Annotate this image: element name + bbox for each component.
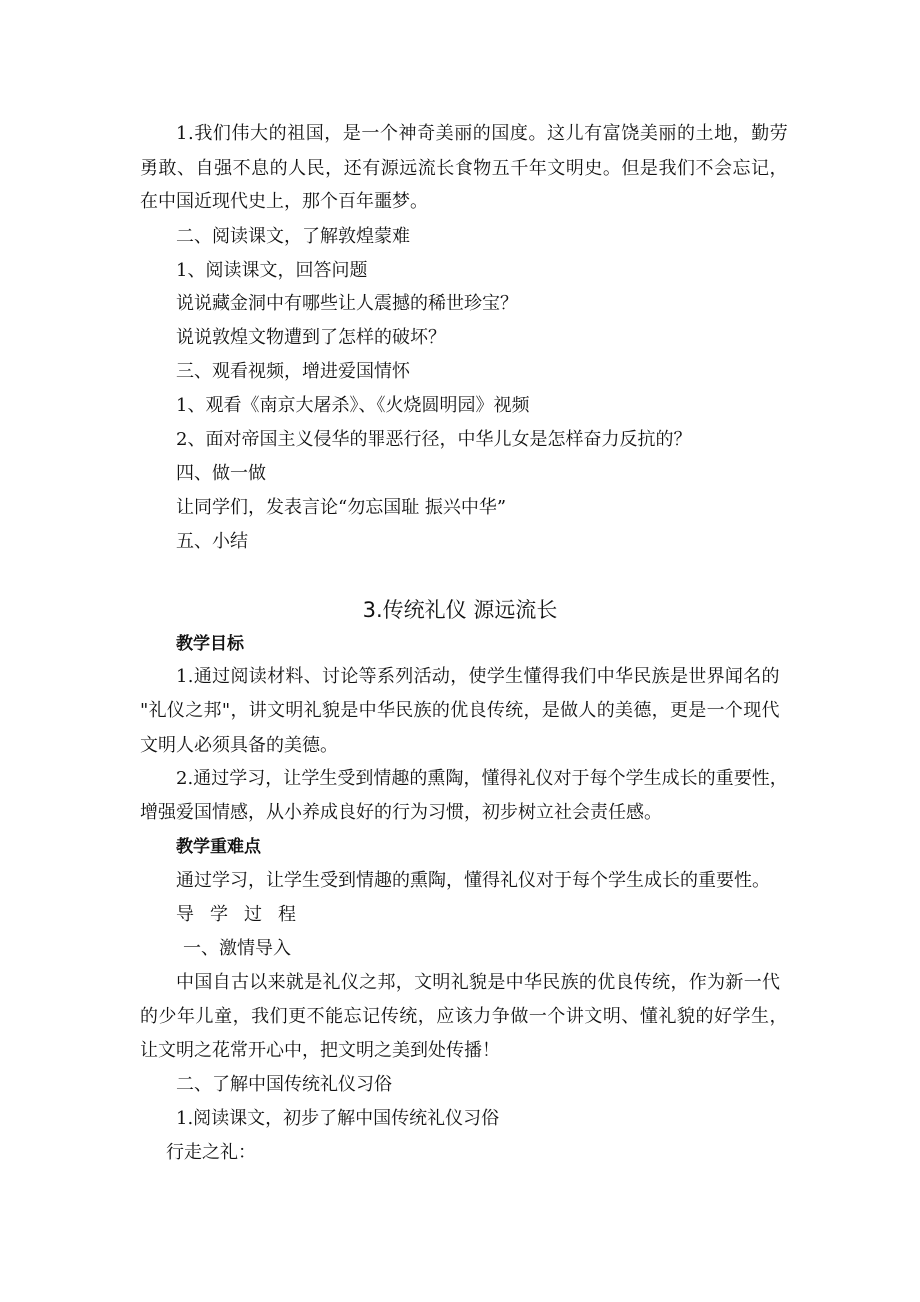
text-char: ， xyxy=(417,1006,436,1027)
text-char: 会 xyxy=(713,158,732,179)
text-char: 饶 xyxy=(621,123,640,144)
text-char: " xyxy=(221,700,231,721)
text-char: 要 xyxy=(733,768,752,789)
text-char: 1 xyxy=(176,666,188,687)
text-char: 华 xyxy=(376,700,395,721)
text-char: ， xyxy=(769,1006,788,1027)
paragraph-line xyxy=(176,123,788,145)
text-char: 来 xyxy=(267,972,286,993)
text-char: ， xyxy=(769,158,788,179)
text-char: 材 xyxy=(267,666,286,687)
text-char: " xyxy=(140,700,149,721)
text-char: 我 xyxy=(560,666,579,687)
text-char: 现 xyxy=(743,700,762,721)
text-char: 奇 xyxy=(417,123,436,144)
paragraph-line xyxy=(176,972,780,994)
text-char: 。 xyxy=(528,123,547,144)
text-char: 美 xyxy=(435,123,454,144)
text-char: 的 xyxy=(268,123,287,144)
section-heading: 五、小结 xyxy=(176,531,248,552)
text-char: 能 xyxy=(325,1006,344,1027)
paragraph-line: 让同学们，发表言论“勿忘国耻 振兴中华” xyxy=(176,497,507,518)
text-char: 文 xyxy=(414,972,433,993)
text-char: 我 xyxy=(194,123,213,144)
text-char: 礼 xyxy=(322,972,341,993)
text-char: 大 xyxy=(250,123,268,144)
text-char: 学 xyxy=(301,768,320,789)
section-heading: 一、激情导入 xyxy=(183,938,291,959)
text-char: 物 xyxy=(473,158,492,179)
text-char: 生 xyxy=(319,768,338,789)
text-char: 到 xyxy=(355,768,374,789)
section-heading: 二、阅读课文，了解敦煌蒙难 xyxy=(176,226,410,247)
text-char: 学 xyxy=(229,768,248,789)
section-heading: 三、观看视频，增进爱国情怀 xyxy=(176,361,410,382)
text-char: 讨 xyxy=(322,666,340,687)
text-char: 们 xyxy=(578,666,597,687)
text-char: 传 xyxy=(633,972,652,993)
text-char: 界 xyxy=(706,666,725,687)
text-char: 伟 xyxy=(231,123,250,144)
text-char: 。 xyxy=(602,158,621,179)
text-char: 明 xyxy=(432,972,451,993)
text-char: 德 xyxy=(633,700,652,721)
text-char: 良 xyxy=(615,972,634,993)
text-char: 该 xyxy=(454,1006,473,1027)
text-char: 但 xyxy=(621,158,640,179)
text-char: 礼 xyxy=(517,768,536,789)
text-char: 使 xyxy=(468,666,487,687)
text-char: 陶 xyxy=(445,768,464,789)
text-char: 千 xyxy=(510,158,529,179)
text-char: 、 xyxy=(177,158,196,179)
text-char: 流 xyxy=(417,158,436,179)
text-char: 阅 xyxy=(230,666,249,687)
text-char: 的 xyxy=(578,972,597,993)
text-char: 的 xyxy=(269,158,288,179)
text-char: 我 xyxy=(658,158,677,179)
text-char: 息 xyxy=(251,158,270,179)
text-char: 文 xyxy=(547,158,566,179)
text-char: 对 xyxy=(553,768,572,789)
text-char: 忘 xyxy=(732,158,751,179)
text-char: ， xyxy=(523,700,542,721)
text-char: 更 xyxy=(288,1006,307,1027)
text-char: 熏 xyxy=(427,768,446,789)
text-char: 讲 xyxy=(248,700,267,721)
text-char: 争 xyxy=(491,1006,510,1027)
text-char: 长 xyxy=(679,768,698,789)
text-char: ， xyxy=(324,123,343,144)
text-char: 性 xyxy=(751,768,770,789)
text-char: 过 xyxy=(212,666,231,687)
text-char: 的 xyxy=(140,1006,158,1027)
text-char: 年 xyxy=(528,158,547,179)
text-char: 仪 xyxy=(340,972,359,993)
text-char: 是 xyxy=(669,666,688,687)
section-heading: 四、做一做 xyxy=(176,463,266,484)
text-char: 生 xyxy=(751,1006,770,1027)
paragraph-line: 1、观看《南京大屠杀》、《火烧圆明园》视频 xyxy=(176,395,530,416)
text-char: ， xyxy=(769,768,788,789)
text-char: 民 xyxy=(395,700,414,721)
text-char: 自 xyxy=(195,158,214,179)
text-char: 文 xyxy=(267,700,286,721)
text-char: 个 xyxy=(607,768,626,789)
text-char: 有 xyxy=(362,158,381,179)
text-char: 讲 xyxy=(565,1006,584,1027)
text-char: 儿 xyxy=(195,1006,214,1027)
text-char: 们 xyxy=(269,1006,288,1027)
text-char: 系 xyxy=(376,666,395,687)
text-char: 五 xyxy=(491,158,510,179)
text-char: 中 xyxy=(176,972,194,993)
text-char: 个 xyxy=(379,123,398,144)
text-char: 礼 xyxy=(658,1006,677,1027)
text-char: 读 xyxy=(248,666,267,687)
text-char: 强 xyxy=(214,158,233,179)
text-char: 让 xyxy=(283,768,302,789)
text-char: 不 xyxy=(695,158,714,179)
text-char: 族 xyxy=(413,700,432,721)
text-char: 不 xyxy=(306,1006,325,1027)
text-char: 是 xyxy=(688,700,707,721)
text-char: . xyxy=(187,768,194,789)
paragraph-line: 行走之礼： xyxy=(166,1142,256,1163)
text-char: 代 xyxy=(762,972,780,993)
text-char: 于 xyxy=(571,768,590,789)
text-char: 是 xyxy=(342,123,361,144)
text-char: 等 xyxy=(358,666,377,687)
text-char: 传 xyxy=(380,1006,399,1027)
section-heading: 二、了解中国传统礼仪习俗 xyxy=(176,1074,392,1095)
text-char: 族 xyxy=(651,666,670,687)
text-char: 为 xyxy=(707,972,726,993)
text-char: 一 xyxy=(743,972,762,993)
text-char: 每 xyxy=(589,768,608,789)
text-char: 是 xyxy=(340,700,359,721)
text-char: 生 xyxy=(643,768,662,789)
paragraph-line xyxy=(140,1006,788,1028)
text-char: 代 xyxy=(761,700,780,721)
text-char: 列 xyxy=(395,666,414,687)
text-char: 华 xyxy=(523,972,542,993)
text-char: 好 xyxy=(713,1006,732,1027)
text-char: 邦 xyxy=(203,700,222,721)
text-char: 食 xyxy=(454,158,473,179)
text-char: 作 xyxy=(688,972,707,993)
text-char: . xyxy=(187,666,194,687)
text-char: 个 xyxy=(724,700,743,721)
text-char: 重 xyxy=(715,768,734,789)
text-char: 学 xyxy=(486,666,505,687)
text-char: 过 xyxy=(211,768,230,789)
text-char: 论 xyxy=(340,666,359,687)
text-char: ， xyxy=(463,768,482,789)
text-char: 貌 xyxy=(322,700,340,721)
text-char: 人 xyxy=(288,158,307,179)
text-char: 史 xyxy=(584,158,603,179)
text-char: 以 xyxy=(249,972,268,993)
text-char: 敢 xyxy=(158,158,177,179)
text-char: ， xyxy=(265,768,284,789)
text-char: 远 xyxy=(399,158,418,179)
text-char: 的 xyxy=(676,123,695,144)
text-char: 人 xyxy=(578,700,597,721)
text-char: 是 xyxy=(639,158,658,179)
text-char: 礼 xyxy=(450,972,469,993)
text-char: 应 xyxy=(436,1006,455,1027)
text-char: ， xyxy=(732,123,751,144)
text-char: 礼 xyxy=(148,700,167,721)
text-char: 1 xyxy=(176,123,188,144)
text-char: 民 xyxy=(633,666,652,687)
text-char: 生 xyxy=(505,666,524,687)
text-char: 学 xyxy=(732,1006,751,1027)
text-char: 活 xyxy=(413,666,432,687)
text-char: 明 xyxy=(565,158,584,179)
subsection-heading: 1、阅读课文，回答问题 xyxy=(176,260,368,281)
text-char: 趣 xyxy=(391,768,410,789)
paragraph-line: 1.阅读课文，初步了解中国传统礼仪习俗 xyxy=(176,1108,500,1129)
text-char: 邦 xyxy=(377,972,396,993)
text-char: 一 xyxy=(528,1006,547,1027)
text-char: 优 xyxy=(450,700,469,721)
text-char: 明 xyxy=(285,700,304,721)
text-char: 文 xyxy=(584,1006,603,1027)
text-char: 就 xyxy=(285,972,304,993)
text-char: 习 xyxy=(247,768,266,789)
text-char: 做 xyxy=(560,700,579,721)
paragraph-line xyxy=(176,666,780,688)
text-char: 中 xyxy=(596,666,615,687)
text-char: 是 xyxy=(541,700,560,721)
key-heading: 教学重难点 xyxy=(176,837,261,857)
text-char: 懂 xyxy=(639,1006,658,1027)
text-char: 懂 xyxy=(481,768,500,789)
text-char: 仪 xyxy=(535,768,554,789)
paragraph-line xyxy=(140,158,788,180)
text-char: 美 xyxy=(639,123,658,144)
text-char: 学 xyxy=(625,768,644,789)
text-char: 源 xyxy=(380,158,399,179)
text-char: 的 xyxy=(596,700,615,721)
text-char: 统 xyxy=(399,1006,418,1027)
text-char: 动 xyxy=(431,666,450,687)
text-char: ， xyxy=(230,700,249,721)
text-char: ， xyxy=(395,972,414,993)
text-char: 做 xyxy=(510,1006,529,1027)
text-char: 们 xyxy=(212,123,231,144)
text-char: 统 xyxy=(652,972,671,993)
text-char: 闻 xyxy=(724,666,743,687)
text-char: 统 xyxy=(505,700,524,721)
text-char: 礼 xyxy=(303,700,322,721)
text-char: 还 xyxy=(343,158,362,179)
text-char: 得 xyxy=(541,666,560,687)
paragraph-line xyxy=(176,768,788,790)
text-char: 得 xyxy=(499,768,518,789)
text-char: 民 xyxy=(542,972,561,993)
text-char: 记 xyxy=(751,158,770,179)
paragraph-line xyxy=(140,700,780,722)
text-char: 长 xyxy=(436,158,455,179)
text-char: ， xyxy=(325,158,344,179)
text-char: 仪 xyxy=(166,700,185,721)
text-char: 优 xyxy=(597,972,616,993)
text-char: 神 xyxy=(398,123,417,144)
text-char: 有 xyxy=(584,123,603,144)
text-char: 记 xyxy=(362,1006,381,1027)
text-char: 不 xyxy=(232,158,251,179)
text-char: 自 xyxy=(212,972,231,993)
text-char: 、 xyxy=(303,666,322,687)
text-char: 成 xyxy=(661,768,680,789)
text-char: 通 xyxy=(193,768,212,789)
text-char: 一 xyxy=(706,700,725,721)
text-char: 儿 xyxy=(565,123,584,144)
paragraph-line: 增强爱国情感，从小养成良好的行为习惯，初步树立社会责任感。 xyxy=(140,802,662,823)
text-char: 是 xyxy=(487,972,506,993)
text-char: 更 xyxy=(669,700,688,721)
text-char: 情 xyxy=(373,768,392,789)
text-char: 的 xyxy=(697,768,716,789)
text-char: 2 xyxy=(176,768,188,789)
text-char: 的 xyxy=(761,666,780,687)
text-char: 传 xyxy=(486,700,505,721)
text-char: 民 xyxy=(306,158,325,179)
text-char: 们 xyxy=(676,158,695,179)
text-char: 古 xyxy=(230,972,249,993)
paragraph-line: 让文明之花常开心中，把文明之美到处传播！ xyxy=(140,1040,500,1061)
text-char: 祖 xyxy=(287,123,306,144)
text-char: ， xyxy=(651,700,670,721)
text-char: 的 xyxy=(431,700,450,721)
text-char: 名 xyxy=(743,666,762,687)
text-char: 勤 xyxy=(751,123,770,144)
text-char: 度 xyxy=(509,123,528,144)
text-char: 一 xyxy=(361,123,380,144)
text-char: 通 xyxy=(193,666,212,687)
text-char: 世 xyxy=(688,666,707,687)
paragraph-line: 通过学习，让学生受到情趣的熏陶，懂得礼仪对于每个学生成长的重要性。 xyxy=(176,870,770,891)
text-char: 是 xyxy=(304,972,323,993)
text-char: 的 xyxy=(409,768,428,789)
text-char: 丽 xyxy=(454,123,473,144)
paragraph-line: 在中国近现代史上，那个百年噩梦。 xyxy=(140,191,428,212)
text-char: 童 xyxy=(214,1006,233,1027)
text-char: 受 xyxy=(337,768,356,789)
lesson-title: 3.传统礼仪 源远流长 xyxy=(362,598,558,622)
question-line: 说说敦煌文物遭到了怎样的破坏？ xyxy=(176,327,446,348)
text-char: 料 xyxy=(285,666,304,687)
process-heading: 导学过程 xyxy=(176,904,312,925)
paragraph-line: 文明人必须具备的美德。 xyxy=(140,735,338,756)
text-char: 富 xyxy=(602,123,621,144)
text-char: 地 xyxy=(714,123,733,144)
text-char: 国 xyxy=(305,123,324,144)
text-char: 劳 xyxy=(769,123,788,144)
text-char: 中 xyxy=(505,972,524,993)
text-char: 国 xyxy=(194,972,213,993)
text-char: . xyxy=(188,123,194,144)
text-char: ， xyxy=(450,666,469,687)
text-char: 忘 xyxy=(343,1006,362,1027)
text-char: 良 xyxy=(468,700,487,721)
paragraph-line: 2、面对帝国主义侵华的罪恶行径，中华儿女是怎样奋力反抗的？ xyxy=(176,429,692,450)
text-char: 丽 xyxy=(658,123,677,144)
text-char: 我 xyxy=(251,1006,270,1027)
text-char: 之 xyxy=(359,972,378,993)
text-char: 的 xyxy=(472,123,491,144)
text-char: 力 xyxy=(473,1006,492,1027)
text-char: 貌 xyxy=(469,972,487,993)
text-char: 美 xyxy=(615,700,633,721)
text-char: ， xyxy=(670,972,689,993)
text-char: 新 xyxy=(725,972,744,993)
text-char: 明 xyxy=(602,1006,621,1027)
text-char: 这 xyxy=(547,123,565,144)
text-char: 之 xyxy=(185,700,204,721)
text-char: 年 xyxy=(177,1006,196,1027)
text-char: 中 xyxy=(358,700,377,721)
text-char: 勇 xyxy=(140,158,158,179)
text-char: 、 xyxy=(621,1006,640,1027)
question-line: 说说藏金洞中有哪些让人震撼的稀世珍宝？ xyxy=(176,293,518,314)
text-char: 少 xyxy=(158,1006,177,1027)
text-char: 族 xyxy=(560,972,579,993)
text-char: 懂 xyxy=(523,666,542,687)
text-char: 的 xyxy=(695,1006,714,1027)
text-char: 貌 xyxy=(676,1006,695,1027)
text-char: 华 xyxy=(615,666,633,687)
text-char: 土 xyxy=(695,123,714,144)
goals-heading: 教学目标 xyxy=(176,634,244,654)
text-char: 个 xyxy=(547,1006,566,1027)
text-char: 国 xyxy=(491,123,510,144)
text-char: ， xyxy=(232,1006,251,1027)
